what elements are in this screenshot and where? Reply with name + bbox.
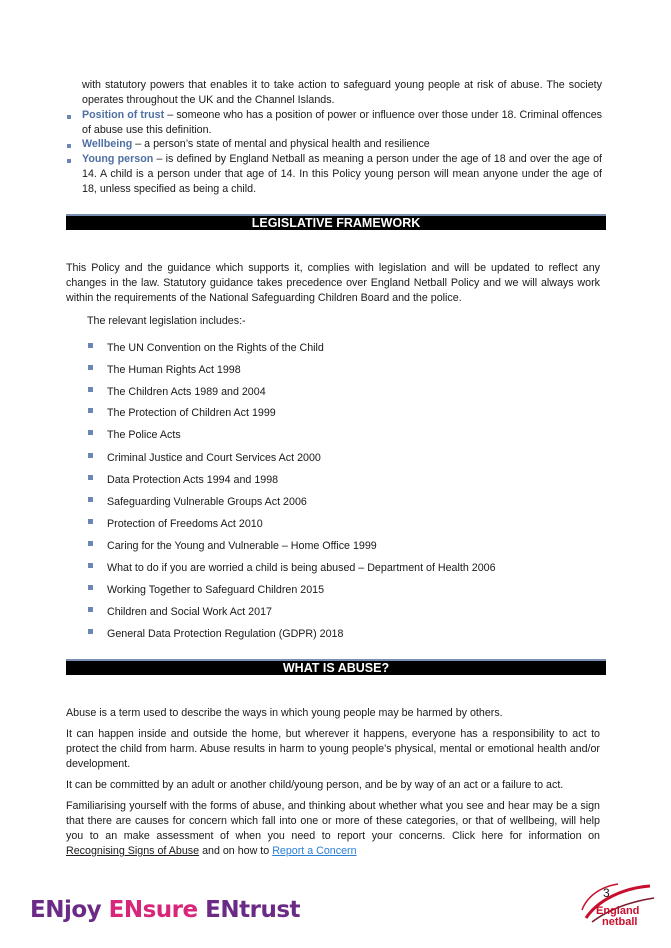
list-bullet <box>88 365 93 370</box>
list-bullet <box>88 585 93 590</box>
section-heading-legislative: LEGISLATIVE FRAMEWORK <box>66 214 606 230</box>
definition-text: – someone who has a position of power or influence over those under 18. Criminal offences of abuse use this definition. <box>82 109 603 136</box>
definition-term: Young person <box>82 153 154 165</box>
list-item-text: General Data Protection Regulation (GDPR) 2018 <box>107 628 344 640</box>
slogan-entrust: ENtrust <box>205 897 300 923</box>
definition-bullet <box>67 115 71 119</box>
list-bullet <box>88 629 93 634</box>
definition-wellbeing <box>82 137 602 152</box>
relevant-legislation-label: The relevant legislation includes:- <box>87 315 246 327</box>
list-bullet <box>88 519 93 524</box>
abuse-paragraph-4 <box>66 799 600 859</box>
abuse-paragraph-4-text-mid: and on how to <box>199 845 273 857</box>
list-bullet <box>88 541 93 546</box>
legislative-intro: This Policy and the guidance which supports it, complies with legislation and will be updated to reflect any changes in the law. Statutory guidance takes precedence over England Netball Policy and we will always work within the requirements of the National Safeguarding Children Board and the police. <box>66 262 600 304</box>
list-bullet <box>88 430 93 435</box>
definition-text: – is defined by England Netball as meaning a person under the age of 18 and over the age of 14. A child is a person under that age of 14. In this Policy young person will mean anyone under the age of 18, unless specified as being a child. <box>82 153 602 195</box>
definition-continuation: with statutory powers that enables it to take action to safeguard young people at risk of abuse. The society operates throughout the UK and the Channel Islands. <box>82 79 602 106</box>
definition-term: Wellbeing <box>82 138 133 150</box>
england-netball-logo <box>578 880 658 935</box>
footer-slogan <box>30 897 300 923</box>
definition-bullet <box>67 159 71 163</box>
list-bullet <box>88 563 93 568</box>
abuse-paragraph-1: Abuse is a term used to describe the ways in which young people may be harmed by others. <box>66 707 503 719</box>
logo-text-england: England <box>596 905 640 917</box>
abuse-paragraph-3: It can be committed by an adult or another child/young person, and be by way of an act or a failure to act. <box>66 779 564 791</box>
list-item-text: Protection of Freedoms Act 2010 <box>107 518 263 530</box>
slogan-ensure: ENsure <box>108 897 198 923</box>
list-item-text: Caring for the Young and Vulnerable – Home Office 1999 <box>107 540 377 552</box>
list-item-text: Criminal Justice and Court Services Act 2000 <box>107 452 321 464</box>
list-item-text: The Protection of Children Act 1999 <box>107 407 276 419</box>
list-bullet <box>88 343 93 348</box>
list-item-text: The Police Acts <box>107 429 181 441</box>
definition-text: – a person’s state of mental and physical health and resilience <box>132 138 430 150</box>
list-bullet <box>88 607 93 612</box>
list-bullet <box>88 408 93 413</box>
abuse-paragraph-2: It can happen inside and outside the home, but wherever it happens, everyone has a responsibility to act to protect the child from harm. Abuse results in harm to young people’s physical, mental or emotional health and/or development. <box>66 728 600 770</box>
report-concern-link[interactable]: Report a Concern <box>272 845 357 857</box>
section-heading-abuse: WHAT IS ABUSE? <box>66 659 606 675</box>
definition-young-person <box>82 152 602 197</box>
definition-bullet <box>67 144 71 148</box>
abuse-paragraph-4-text: Familiarising yourself with the forms of abuse, and thinking about whether what you see and hear may be a sign that there are causes for concern which fall into one or more of these categories, or that of wellbeing, will help you to an make assessment of when you need to report your concerns. Click here for information on <box>66 800 600 842</box>
list-item-text: The Children Acts 1989 and 2004 <box>107 386 266 398</box>
list-item-text: The UN Convention on the Rights of the Child <box>107 342 324 354</box>
definition-position-of-trust <box>82 108 602 138</box>
list-item-text: What to do if you are worried a child is being abused – Department of Health 2006 <box>107 562 496 574</box>
list-item-text: Working Together to Safeguard Children 2015 <box>107 584 325 596</box>
definition-term: Position of trust <box>82 109 165 121</box>
logo-text-netball: netball <box>602 916 638 928</box>
page-number: 3 <box>603 886 610 900</box>
list-bullet <box>88 453 93 458</box>
slogan-enjoy: ENjoy <box>30 897 102 923</box>
list-item-text: The Human Rights Act 1998 <box>107 364 241 376</box>
list-bullet <box>88 475 93 480</box>
recognising-signs-link[interactable]: Recognising Signs of Abuse <box>66 845 200 857</box>
list-item-text: Safeguarding Vulnerable Groups Act 2006 <box>107 496 307 508</box>
list-item-text: Data Protection Acts 1994 and 1998 <box>107 474 279 486</box>
list-item-text: Children and Social Work Act 2017 <box>107 606 272 618</box>
list-bullet <box>88 497 93 502</box>
list-bullet <box>88 387 93 392</box>
